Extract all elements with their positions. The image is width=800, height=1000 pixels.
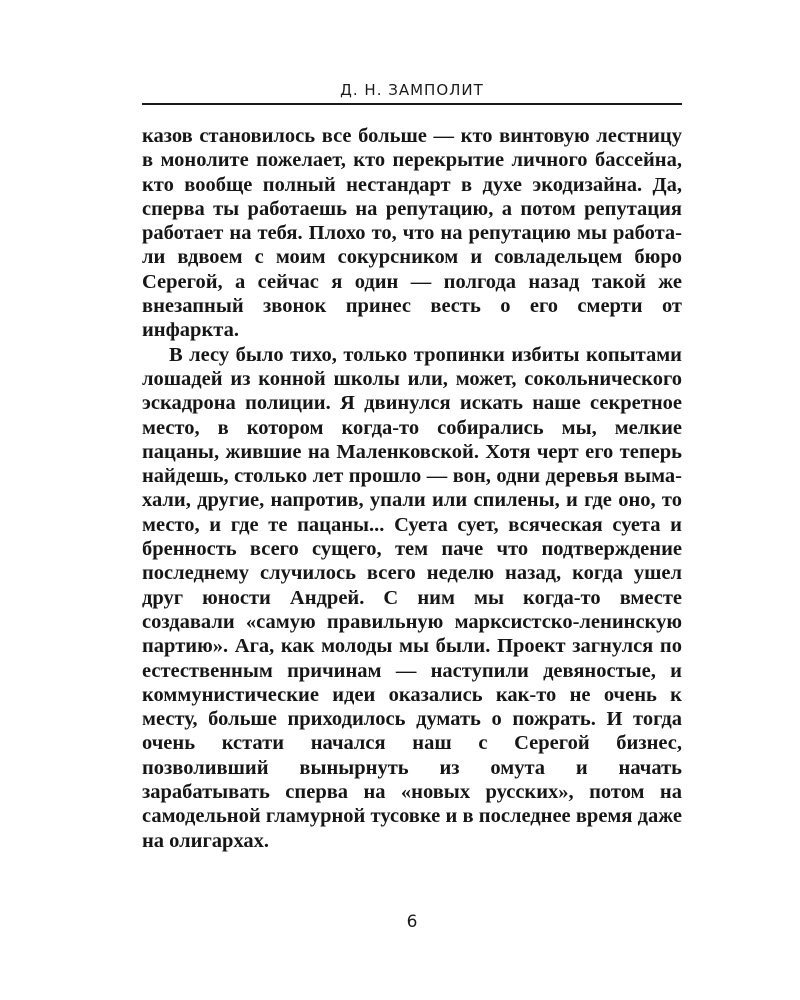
running-header: Д. Н. ЗАМПОЛИТ (340, 81, 484, 99)
page-body (142, 124, 682, 853)
page-number: 6 (406, 912, 418, 932)
header-divider (142, 103, 682, 105)
paragraph-continued: казов становилось все больше — кто винтовую лестницу в монолите пожелает, кто перекрытие личного бассейна, кто вообще полный нестандарт в духе экодизайна. Да, сперва ты работаешь на репутацию, а потом репутация работает на тебя. Плохо то, что на репутацию мы работали вдвоем с моим сокурсником и совладельцем бюро Серегой, а сейчас я один — полгода назад такой же внезапный звонок принес весть о его смерти от инфаркта. (142, 125, 682, 342)
paragraph-forest: В лесу было тихо, только тропинки избиты копытами лошадей из конной школы или, может, сокольнического эскадрона полиции. Я двинулся искать наше секретное место, в котором когда-то собирались мы, мелкие пацаны, жившие на Маленковской. Хотя черт его теперь найдешь, столько лет прошло — вон, одни деревья вымахали, другие, напротив, упали или спилены, и где оно, то место, и где те пацаны... Суета сует, всяческая суета и бренность всего сущего, тем паче что подтверждение последнему случилось всего неделю назад, когда ушел друг юности Андрей. С ним мы когда-то вместе создавали «самую правильную марксистско-ленинскую партию». Ага, как молоды мы были. Проект загнулся по естественным причинам — наступили девяностые, и коммунистические идеи оказались как-то не очень к месту, больше приходилось думать о пожрать. И тогда очень кстати начался наш с Серегой бизнес, позволивший вынырнуть из омута и начать зарабатывать сперва на «новых русских», потом на самодельной гламурной тусовке и в последнее время даже на олигархах. (142, 343, 682, 852)
